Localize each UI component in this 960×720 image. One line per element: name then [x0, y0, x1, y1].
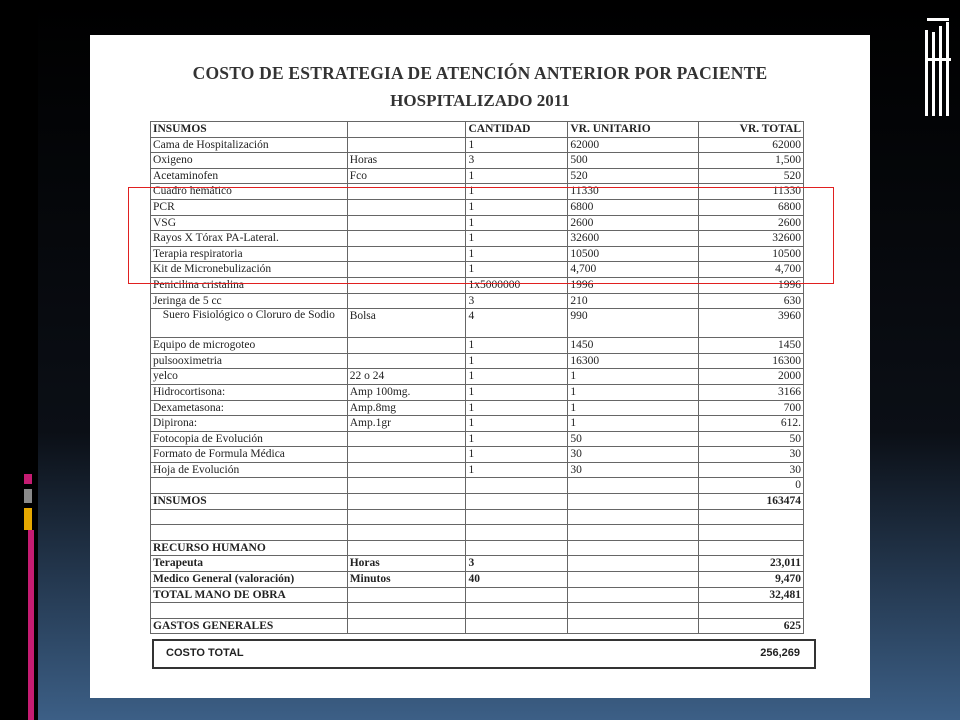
magenta-accent-bar: [28, 530, 34, 720]
table-cell: 22 o 24: [347, 369, 466, 385]
table-cell: 1450: [699, 338, 804, 354]
table-cell: Amp 100mg.: [347, 384, 466, 400]
table-cell: 6800: [699, 199, 804, 215]
table-cell: 210: [568, 293, 699, 309]
table-row: [151, 462, 804, 478]
table-cell: 32600: [568, 231, 699, 247]
table-cell: Bolsa: [347, 309, 466, 338]
table-cell: 1: [466, 338, 568, 354]
table-cell: 630: [699, 293, 804, 309]
table-cell: 990: [568, 309, 699, 338]
table-cell: 6800: [568, 199, 699, 215]
table-cell: 0: [699, 478, 804, 494]
table-cell: [466, 509, 568, 525]
table-cell: 32,481: [699, 587, 804, 603]
table-cell: VR. TOTAL: [699, 122, 804, 138]
table-cell: [151, 478, 348, 494]
table-cell: 30: [568, 447, 699, 463]
table-row: [151, 168, 804, 184]
table-cell: Amp.1gr: [347, 416, 466, 432]
table-cell: INSUMOS: [151, 494, 348, 510]
table-cell: Minutos: [347, 572, 466, 588]
table-cell: 3960: [699, 309, 804, 338]
table-cell: 3: [466, 556, 568, 572]
table-cell: [151, 603, 348, 619]
table-cell: VSG: [151, 215, 348, 231]
table-cell: [347, 603, 466, 619]
page-subtitle: HOSPITALIZADO 2011: [390, 91, 570, 110]
table-cell: [347, 122, 466, 138]
table-cell: 11330: [699, 184, 804, 200]
table-cell: 4,700: [699, 262, 804, 278]
table-cell: 1: [466, 369, 568, 385]
table-cell: Cuadro hemático: [151, 184, 348, 200]
table-cell: [347, 293, 466, 309]
table-cell: Horas: [347, 153, 466, 169]
table-cell: 1: [466, 416, 568, 432]
table-cell: 1x5000000: [466, 277, 568, 293]
table-cell: [347, 509, 466, 525]
mano-obra-row: [151, 587, 804, 603]
table-cell: 1: [466, 246, 568, 262]
empty-row: [151, 525, 804, 541]
table-cell: [466, 540, 568, 556]
page-title: COSTO DE ESTRATEGIA DE ATENCIÓN ANTERIOR POR PACIENTE: [192, 63, 768, 83]
table-cell: Oxigeno: [151, 153, 348, 169]
window-glyph-decoration: [923, 8, 953, 116]
table-cell: [568, 525, 699, 541]
table-cell: 1: [568, 400, 699, 416]
table-cell: 1: [466, 462, 568, 478]
table-cell: 1: [466, 184, 568, 200]
table-cell: Acetaminofen: [151, 168, 348, 184]
table-cell: Hidrocortisona:: [151, 384, 348, 400]
table-cell: 1: [466, 400, 568, 416]
table-cell: [347, 540, 466, 556]
table-cell: 1: [466, 384, 568, 400]
table-cell: [568, 618, 699, 634]
table-cell: Rayos X Tórax PA-Lateral.: [151, 231, 348, 247]
table-cell: [466, 587, 568, 603]
table-cell: VR. UNITARIO: [568, 122, 699, 138]
table-cell: 9,470: [699, 572, 804, 588]
table-cell: 1: [466, 168, 568, 184]
table-row: [151, 293, 804, 309]
table-cell: 50: [568, 431, 699, 447]
table-cell: Kit de Micronebulización: [151, 262, 348, 278]
table-cell: Amp.8mg: [347, 400, 466, 416]
table-cell: 30: [568, 462, 699, 478]
color-accent-bars: [24, 474, 34, 535]
table-cell: 3: [466, 293, 568, 309]
table-cell: [151, 509, 348, 525]
table-cell: 2600: [699, 215, 804, 231]
table-cell: [347, 494, 466, 510]
table-cell: 30: [699, 447, 804, 463]
table-cell: INSUMOS: [151, 122, 348, 138]
table-cell: [347, 447, 466, 463]
table-cell: 50: [699, 431, 804, 447]
table-cell: 625: [699, 618, 804, 634]
table-cell: [347, 338, 466, 354]
table-cell: 10500: [568, 246, 699, 262]
empty-row: [151, 509, 804, 525]
table-cell: Medico General (valoración): [151, 572, 348, 588]
table-cell: 1: [568, 416, 699, 432]
recurso-humano-row: [151, 540, 804, 556]
table-row: [151, 447, 804, 463]
table-cell: [347, 462, 466, 478]
table-row: [151, 431, 804, 447]
table-cell: [347, 587, 466, 603]
table-cell: Dipirona:: [151, 416, 348, 432]
table-cell: [568, 603, 699, 619]
table-cell: Equipo de microgoteo: [151, 338, 348, 354]
costo-total-label: COSTO TOTAL: [166, 647, 244, 659]
table-cell: [699, 540, 804, 556]
table-cell: [568, 540, 699, 556]
table-row: [151, 384, 804, 400]
table-cell: [347, 525, 466, 541]
table-cell: CANTIDAD: [466, 122, 568, 138]
table-cell: 612.: [699, 416, 804, 432]
table-cell: Cama de Hospitalización: [151, 137, 348, 153]
table-cell: 1: [466, 353, 568, 369]
insumos-total-row: [151, 494, 804, 510]
table-cell: 62000: [568, 137, 699, 153]
table-cell: 1996: [568, 277, 699, 293]
table-cell: 16300: [699, 353, 804, 369]
table-row: [151, 400, 804, 416]
table-cell: yelco: [151, 369, 348, 385]
table-cell: 1: [466, 262, 568, 278]
table-cell: [568, 556, 699, 572]
table-cell: 1: [466, 231, 568, 247]
table-cell: Dexametasona:: [151, 400, 348, 416]
table-cell: 2600: [568, 215, 699, 231]
table-cell: Fotocopia de Evolución: [151, 431, 348, 447]
table-cell: [347, 137, 466, 153]
table-cell: 520: [699, 168, 804, 184]
table-cell: 40: [466, 572, 568, 588]
table-cell: 3: [466, 153, 568, 169]
table-cell: [568, 509, 699, 525]
table-cell: 520: [568, 168, 699, 184]
human-resource-row: [151, 572, 804, 588]
highlight-box: [128, 187, 834, 284]
table-cell: [568, 494, 699, 510]
table-cell: Formato de Formula Médica: [151, 447, 348, 463]
table-cell: RECURSO HUMANO: [151, 540, 348, 556]
header-row: [151, 122, 804, 138]
table-cell: [347, 478, 466, 494]
table-cell: pulsooximetria: [151, 353, 348, 369]
table-cell: 500: [568, 153, 699, 169]
table-cell: 3166: [699, 384, 804, 400]
table-cell: 1: [568, 384, 699, 400]
table-cell: [466, 494, 568, 510]
table-row: [151, 309, 804, 338]
table-cell: [699, 525, 804, 541]
table-cell: [568, 572, 699, 588]
table-row: [151, 369, 804, 385]
empty-row: [151, 603, 804, 619]
table-cell: Terapia respiratoria: [151, 246, 348, 262]
table-cell: 1: [466, 199, 568, 215]
table-cell: [347, 618, 466, 634]
table-cell: [466, 525, 568, 541]
gastos-generales-row: [151, 618, 804, 634]
table-cell: 11330: [568, 184, 699, 200]
table-row: [151, 137, 804, 153]
table-cell: [466, 478, 568, 494]
costo-total-value: 256,269: [760, 647, 800, 659]
table-row: [151, 153, 804, 169]
table-cell: 16300: [568, 353, 699, 369]
table-cell: 1: [568, 369, 699, 385]
table-row: [151, 478, 804, 494]
table-cell: [347, 353, 466, 369]
table-cell: 700: [699, 400, 804, 416]
table-cell: 1450: [568, 338, 699, 354]
table-cell: Suero Fisiológico o Cloruro de Sodio: [151, 309, 348, 338]
table-row: [151, 353, 804, 369]
table-cell: PCR: [151, 199, 348, 215]
table-cell: 30: [699, 462, 804, 478]
table-row: [151, 338, 804, 354]
human-resource-row: [151, 556, 804, 572]
table-cell: Penicilina cristalina: [151, 277, 348, 293]
table-row: [151, 416, 804, 432]
table-cell: 4: [466, 309, 568, 338]
table-cell: Horas: [347, 556, 466, 572]
table-cell: 1,500: [699, 153, 804, 169]
table-cell: [699, 509, 804, 525]
table-cell: Fco: [347, 168, 466, 184]
table-cell: Jeringa de 5 cc: [151, 293, 348, 309]
costo-total-box: [152, 639, 816, 669]
table-cell: 1: [466, 431, 568, 447]
table-cell: 1996: [699, 277, 804, 293]
table-cell: 1: [466, 447, 568, 463]
table-cell: Hoja de Evolución: [151, 462, 348, 478]
table-cell: [347, 431, 466, 447]
table-cell: 32600: [699, 231, 804, 247]
table-cell: TOTAL MANO DE OBRA: [151, 587, 348, 603]
table-cell: 10500: [699, 246, 804, 262]
table-cell: 163474: [699, 494, 804, 510]
document-image: [90, 35, 870, 698]
table-cell: [568, 587, 699, 603]
table-cell: [699, 603, 804, 619]
table-cell: [151, 525, 348, 541]
table-cell: 4,700: [568, 262, 699, 278]
table-cell: 2000: [699, 369, 804, 385]
table-cell: 1: [466, 137, 568, 153]
table-cell: 23,011: [699, 556, 804, 572]
table-cell: [466, 603, 568, 619]
table-cell: Terapeuta: [151, 556, 348, 572]
table-cell: GASTOS GENERALES: [151, 618, 348, 634]
table-cell: [568, 478, 699, 494]
table-cell: [466, 618, 568, 634]
table-cell: 62000: [699, 137, 804, 153]
table-cell: 1: [466, 215, 568, 231]
